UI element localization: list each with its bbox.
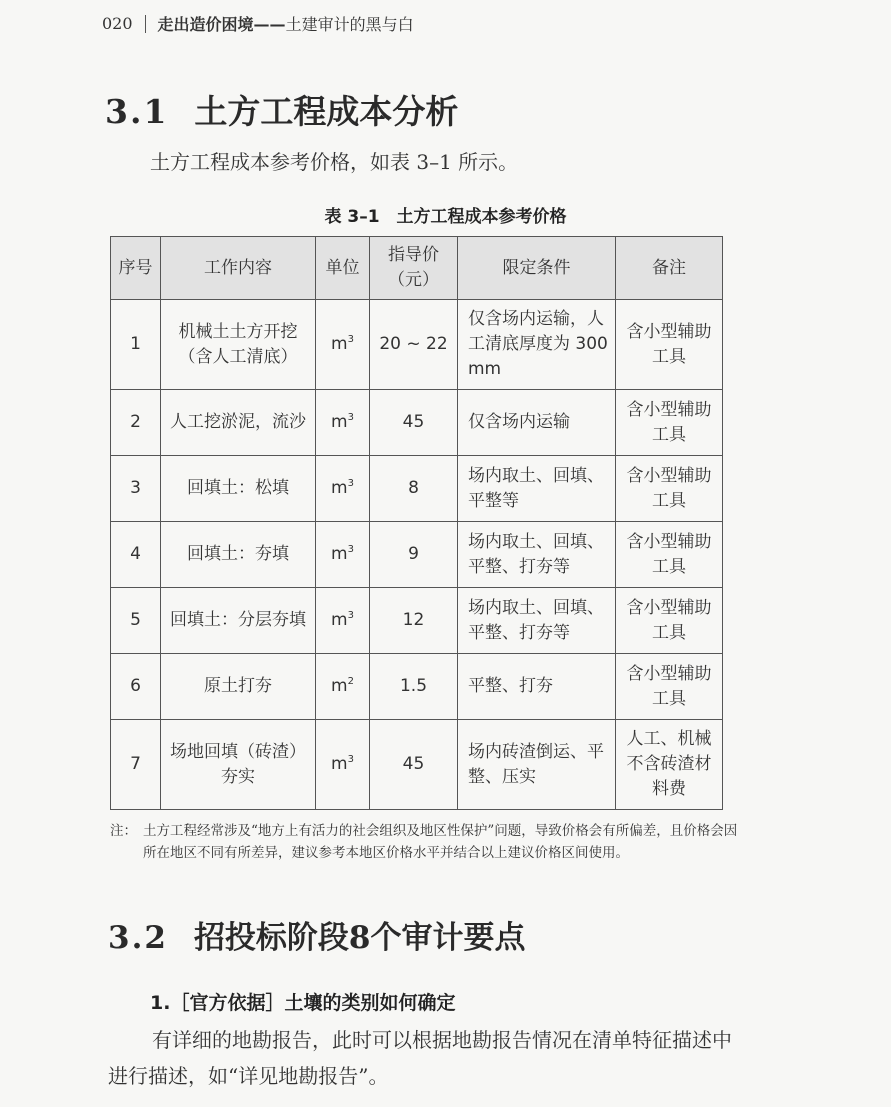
- cell-work: 人工挖淤泥，流沙: [161, 390, 316, 456]
- table-header-row: [111, 237, 723, 300]
- header-divider: [145, 15, 146, 33]
- cell-no: 2: [111, 390, 161, 456]
- cell-price: 12: [370, 588, 458, 654]
- table-row: [111, 720, 723, 810]
- cell-no: 5: [111, 588, 161, 654]
- section-heading-3-1: [105, 86, 458, 133]
- intro-paragraph: 土方工程成本参考价格，如表 3–1 所示。: [150, 150, 519, 174]
- cell-note: 含小型辅助工具: [616, 390, 723, 456]
- cell-work: 场地回填（砖渣）夯实: [161, 720, 316, 810]
- cell-condition: 仅含场内运输，人工清底厚度为 300 mm: [458, 300, 616, 390]
- section-heading-3-2: [108, 912, 526, 957]
- cell-unit: $m^3$: [316, 720, 370, 810]
- column-header: 单位: [316, 237, 370, 300]
- cell-no: 3: [111, 456, 161, 522]
- body-paragraph: 有详细的地勘报告，此时可以根据地勘报告情况在清单特征描述中进行描述，如“详见地勘报告”。: [108, 1028, 732, 1088]
- cell-price: 1.5: [370, 654, 458, 720]
- cell-condition: 场内取土、回填、平整等: [458, 456, 616, 522]
- cell-note: 含小型辅助工具: [616, 654, 723, 720]
- cell-price: 45: [370, 390, 458, 456]
- note-text: 土方工程经常涉及“地方上有活力的社会组织及地区性保护”问题，导致价格会有所偏差，且价格会因所在地区不同有所差异，建议参考本地区价格水平并结合以上建议价格区间使用。: [143, 823, 738, 861]
- column-header: 限定条件: [458, 237, 616, 300]
- cell-price: 9: [370, 522, 458, 588]
- column-header: 序号: [111, 237, 161, 300]
- column-header: 工作内容: [161, 237, 316, 300]
- cell-condition: 场内取土、回填、平整、打夯等: [458, 522, 616, 588]
- page-number: 020: [102, 14, 133, 33]
- cell-note: 含小型辅助工具: [616, 522, 723, 588]
- cell-price: 20 ~ 22: [370, 300, 458, 390]
- note-label: 注：: [110, 823, 137, 839]
- cell-unit: $m^3$: [316, 588, 370, 654]
- table-row: [111, 654, 723, 720]
- cell-price: 45: [370, 720, 458, 810]
- section-title: 土方工程成本分析: [194, 92, 459, 131]
- cell-no: 6: [111, 654, 161, 720]
- table-note: [110, 820, 750, 864]
- cell-unit: $m^3$: [316, 456, 370, 522]
- cell-note: 含小型辅助工具: [616, 456, 723, 522]
- cell-note: 人工、机械不含砖渣材料费: [616, 720, 723, 810]
- book-title: 走出造价困境——土建审计的黑与白: [157, 15, 414, 34]
- cell-no: 4: [111, 522, 161, 588]
- section-number: 3.1: [105, 92, 169, 131]
- column-header: 指导价（元）: [370, 237, 458, 300]
- table-row: [111, 456, 723, 522]
- cell-no: 1: [111, 300, 161, 390]
- cell-unit: $m^3$: [316, 300, 370, 390]
- cell-work: 回填土：松填: [161, 456, 316, 522]
- section-number: 3.2: [108, 920, 168, 956]
- cell-note: 含小型辅助工具: [616, 588, 723, 654]
- cell-condition: 场内砖渣倒运、平整、压实: [458, 720, 616, 810]
- table-row: [111, 522, 723, 588]
- cell-price: 8: [370, 456, 458, 522]
- cell-work: 回填土：夯填: [161, 522, 316, 588]
- cell-condition: 仅含场内运输: [458, 390, 616, 456]
- cell-unit: $m^3$: [316, 522, 370, 588]
- cell-note: 含小型辅助工具: [616, 300, 723, 390]
- section-title: 招投标阶段8个审计要点: [193, 920, 526, 956]
- cell-unit: $m^2$: [316, 654, 370, 720]
- cell-condition: 场内取土、回填、平整、打夯等: [458, 588, 616, 654]
- running-header: [102, 12, 414, 35]
- column-header: 备注: [616, 237, 723, 300]
- cost-table: [110, 236, 723, 810]
- cell-unit: $m^3$: [316, 390, 370, 456]
- table-row: [111, 300, 723, 390]
- subheading: 1.［官方依据］土壤的类别如何确定: [150, 992, 456, 1014]
- cell-condition: 平整、打夯: [458, 654, 616, 720]
- table-row: [111, 588, 723, 654]
- table-caption: 表 3–1 土方工程成本参考价格: [324, 207, 567, 227]
- cell-no: 7: [111, 720, 161, 810]
- cell-work: 原土打夯: [161, 654, 316, 720]
- cell-work: 机械土土方开挖（含人工清底）: [161, 300, 316, 390]
- cell-work: 回填土：分层夯填: [161, 588, 316, 654]
- table-row: [111, 390, 723, 456]
